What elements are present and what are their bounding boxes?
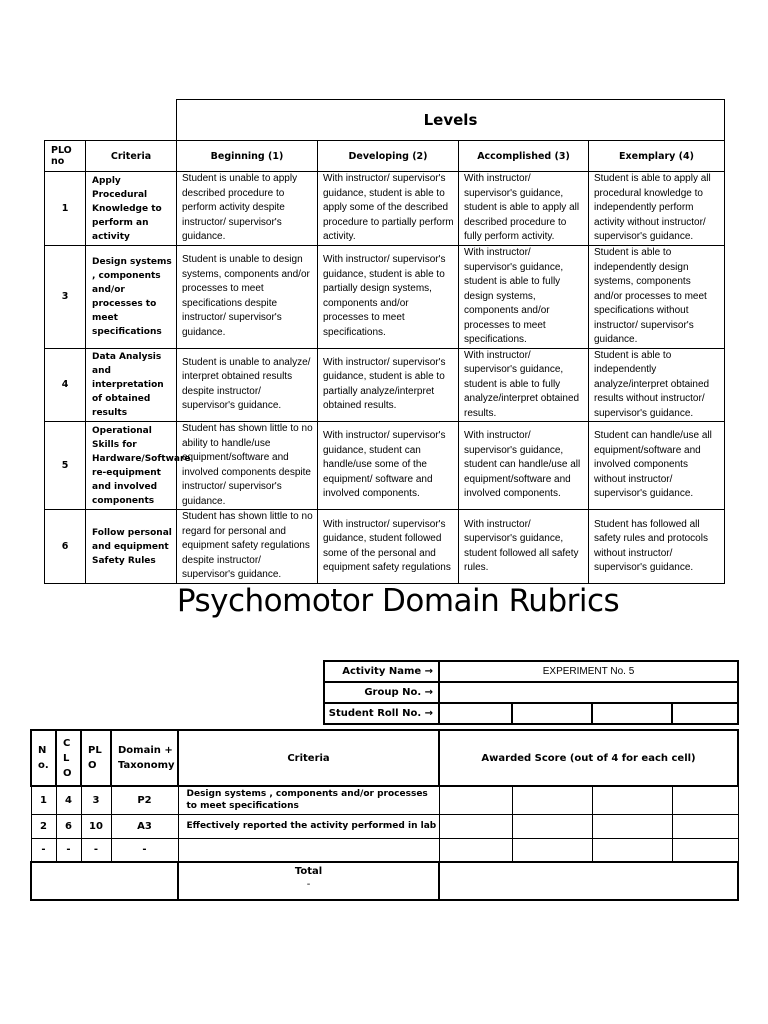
- total-blank: [31, 862, 178, 900]
- rubric-criteria: Operational Skills for Hardware/Software re-equipment and involved components: [86, 422, 177, 510]
- roll-no-field[interactable]: [592, 703, 672, 724]
- plo-number: 6: [45, 510, 86, 584]
- row-clo: 4: [56, 786, 81, 814]
- score-cell[interactable]: [672, 838, 738, 862]
- activity-name-field[interactable]: EXPERIMENT No. 5: [439, 661, 738, 682]
- accomplished-desc: With instructor/ supervisor's guidance, student is able to fully analyze/interpret obtained results.: [459, 348, 589, 422]
- header-clo: C L O: [56, 730, 81, 786]
- developing-desc: With instructor/ supervisor's guidance, student is able to apply some of the described procedure to partially perform activity.: [318, 172, 459, 246]
- developing-desc: With instructor/ supervisor's guidance, student followed some of the personal and equipment safety regulations: [318, 510, 459, 584]
- total-score-field[interactable]: [439, 862, 738, 900]
- score-cell[interactable]: [439, 814, 512, 838]
- plo-number: 1: [45, 172, 86, 246]
- rubric-criteria: Data Analysis and interpretation of obtained results: [86, 348, 177, 422]
- total-value: -: [306, 879, 311, 890]
- rubric-row: [45, 172, 725, 246]
- header-awarded-score: Awarded Score (out of 4 for each cell): [439, 730, 738, 786]
- table-row: [31, 838, 738, 862]
- row-criteria: [178, 838, 439, 862]
- accomplished-desc: With instructor/ supervisor's guidance, student can handle/use all equipment/software and involved components.: [459, 422, 589, 510]
- table-row: [31, 786, 738, 814]
- score-cell[interactable]: [439, 838, 512, 862]
- header-accomplished: Accomplished (3): [459, 141, 589, 172]
- score-cell[interactable]: [592, 814, 672, 838]
- plo-number: 3: [45, 246, 86, 349]
- accomplished-desc: With instructor/ supervisor's guidance, student is able to apply all described procedure to fully perform activity.: [459, 172, 589, 246]
- row-plo: 10: [81, 814, 111, 838]
- score-cell[interactable]: [512, 838, 592, 862]
- row-criteria: Design systems , components and/or processes to meet specifications: [178, 786, 439, 814]
- row-clo: -: [56, 838, 81, 862]
- beginning-desc: Student is unable to design systems, components and/or processes to meet specifications despite instructor/ supervisor's guidance.: [177, 246, 318, 349]
- beginning-desc: Student is unable to analyze/ interpret obtained results despite instructor/ supervisor's guidance.: [177, 348, 318, 422]
- exemplary-desc: Student is able to independently analyze/interpret obtained results without instructor/ supervisor's guidance.: [589, 348, 725, 422]
- levels-title: Levels: [177, 100, 725, 141]
- row-no: 2: [31, 814, 56, 838]
- page-title: Psychomotor Domain Rubrics: [176, 583, 620, 619]
- rubric-criteria: Follow personal and equipment Safety Rules: [86, 510, 177, 584]
- header-plo: PLO no: [45, 141, 86, 172]
- rubric-corner: [45, 100, 177, 141]
- exemplary-desc: Student can handle/use all equipment/software and involved components without instructor/ supervisor's guidance.: [589, 422, 725, 510]
- row-domain: A3: [111, 814, 178, 838]
- rubric-criteria: Design systems , components and/or processes to meet specifications: [86, 246, 177, 349]
- total-row: [31, 862, 738, 900]
- score-table: [30, 729, 739, 901]
- row-domain: -: [111, 838, 178, 862]
- rubric-criteria: Apply Procedural Knowledge to perform an activity: [86, 172, 177, 246]
- roll-no-field[interactable]: [439, 703, 512, 724]
- rubric-table: [44, 99, 725, 584]
- developing-desc: With instructor/ supervisor's guidance, student can handle/use some of the equipment/ software and involved components.: [318, 422, 459, 510]
- group-no-field[interactable]: [439, 682, 738, 703]
- developing-desc: With instructor/ supervisor's guidance, student is able to partially design systems, components and/or processes to meet specifications.: [318, 246, 459, 349]
- exemplary-desc: Student is able to independently design systems, components and/or processes to meet specifications without instructor/ supervisor's guidance.: [589, 246, 725, 349]
- rubric-row: [45, 348, 725, 422]
- roll-no-field[interactable]: [512, 703, 592, 724]
- beginning-desc: Student is unable to apply described procedure to perform activity despite instructor/ supervisor's guidance.: [177, 172, 318, 246]
- roll-no-field[interactable]: [672, 703, 738, 724]
- score-cell[interactable]: [592, 838, 672, 862]
- total-label: Total: [294, 866, 323, 877]
- header-developing: Developing (2): [318, 141, 459, 172]
- plo-number: 5: [45, 422, 86, 510]
- score-cell[interactable]: [672, 786, 738, 814]
- row-plo: -: [81, 838, 111, 862]
- row-clo: 6: [56, 814, 81, 838]
- rubric-row: [45, 510, 725, 584]
- accomplished-desc: With instructor/ supervisor's guidance, student is able to fully design systems, components and/or processes to meet specifications.: [459, 246, 589, 349]
- row-no: -: [31, 838, 56, 862]
- accomplished-desc: With instructor/ supervisor's guidance, student followed all safety rules.: [459, 510, 589, 584]
- header-beginning: Beginning (1): [177, 141, 318, 172]
- row-domain: P2: [111, 786, 178, 814]
- exemplary-desc: Student is able to apply all procedural knowledge to independently perform activity without instructor/ supervisor's guidance.: [589, 172, 725, 246]
- score-cell[interactable]: [672, 814, 738, 838]
- score-cell[interactable]: [592, 786, 672, 814]
- header-domain: Domain + Taxonomy: [111, 730, 178, 786]
- activity-name-label: Activity Name →: [324, 661, 439, 682]
- beginning-desc: Student has shown little to no ability to handle/use equipment/software and involved components despite instructor/ supervisor's guidance.: [177, 422, 318, 510]
- rubric-row: [45, 422, 725, 510]
- beginning-desc: Student has shown little to no regard for personal and equipment safety regulations despite instructor/ supervisor's guidance.: [177, 510, 318, 584]
- score-cell[interactable]: [512, 786, 592, 814]
- header-criteria: Criteria: [178, 730, 439, 786]
- group-no-label: Group No. →: [324, 682, 439, 703]
- plo-number: 4: [45, 348, 86, 422]
- student-roll-label: Student Roll No. →: [324, 703, 439, 724]
- exemplary-desc: Student has followed all safety rules and protocols without instructor/ supervisor's guidance.: [589, 510, 725, 584]
- header-criteria: Criteria: [86, 141, 177, 172]
- developing-desc: With instructor/ supervisor's guidance, student is able to partially analyze/interpret obtained results.: [318, 348, 459, 422]
- rubric-row: [45, 246, 725, 349]
- total-cell: [178, 862, 439, 900]
- header-no: N o.: [31, 730, 56, 786]
- table-row: [31, 814, 738, 838]
- score-cell[interactable]: [512, 814, 592, 838]
- header-exemplary: Exemplary (4): [589, 141, 725, 172]
- activity-info-table: [323, 660, 739, 725]
- header-plo: PL O: [81, 730, 111, 786]
- row-criteria: Effectively reported the activity performed in lab: [178, 814, 439, 838]
- score-cell[interactable]: [439, 786, 512, 814]
- row-plo: 3: [81, 786, 111, 814]
- row-no: 1: [31, 786, 56, 814]
